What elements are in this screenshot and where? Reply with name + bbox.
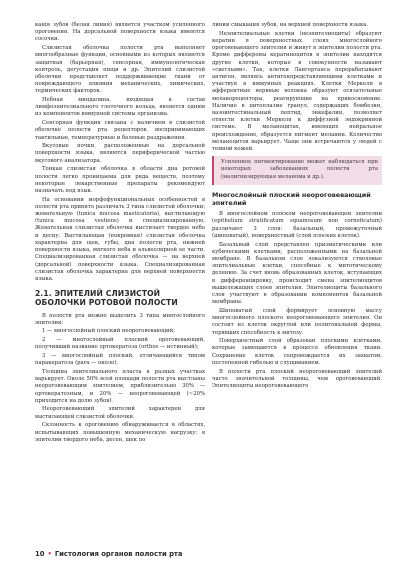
subsection-heading: Многослойный плоский неороговевающий эпителий [212, 191, 371, 208]
paragraph: линии смыкания зубов, на верхней поверхности языка. [212, 22, 369, 28]
paragraph: Поверхностный слой образован плоскими клетками, которые замещаются в процессе обновления ткани. Сохранение клеток сопровождается их захватом, постепенной гибелью и слущиванием. [212, 338, 382, 366]
paragraph: Неороговевающий эпителий характерен для выстилающей слизистой оболочки. [35, 406, 205, 420]
running-title: Гистология органов полости рта [54, 550, 183, 558]
section-heading: 2.1. ЭПИТЕЛИЙ СЛИЗИСТОЙ ОБОЛОЧКИ РОТОВОЙ ПОЛОСТИ [35, 289, 178, 308]
paragraph: Слизистая оболочка полости рта выполняет многообразные функции, основными из которых являются защитная (барьерная), сенсорная, иммунологическая контроль, дегустация пищи и др. Эпителий слизистой оболочки представляет поддерживающие ткани от повреждающего влияния механических, химических, термических факторов. [35, 45, 205, 95]
page-number: 10 [35, 550, 45, 558]
right-column [212, 22, 382, 392]
bullet-separator-icon: • [47, 550, 52, 558]
paragraph: Неэпителиальные клетки (неэпителиоциты) образуют кератин в поверхностных слоях многослойного ороговевающего эпителия и живут в эпителии полости рта. Кроме диффероны кератиноцитов в эпителии находятся другие клетки, которые в совокупности называют «светлыми». Так, клетки Лангерганса перерабатывают антиген, являясь антигенпредставляющими клетками и участвуя в иммунных реакциях. Клетки Меркеля в афферентные нервные волокна образуют осязательные механорецепторы, реагирующие на прикосновение. Наличие в цитоплазме гранул, содержащих бомбезин, вазоинтестинальный пептид, энкефалин, позволяет отнести клетки Меркеля к диффузной эндокринной системе. В меланоцитах, имеющих нейральное происхождение, образуется пигмент меланин. Количество меланоцитов варьирует. Чаще они встречаются у людей с темной кожей. [212, 30, 382, 152]
paragraph: На основании морфофункциональных особенностей в полости рта принято различать 3 типа слизистой оболочки: жевательную (tunica mucosa masticatoria), выстилающую (tunica mucosa vestiens) и специализированную. Жевательная слизистая оболочка выстилает твердое небо и десну. Выстилающая (покровная) слизистая оболочка характерна для щек, губы, дна полости рта, нижней поверхности языка, мягкого неба и альвеолярной ее части. Специализированная слизистая оболочка — на верхней (дорсальной) поверхности языка. Специализированная слизистая оболочка характерна для верхней поверхности языка. [35, 196, 205, 282]
paragraph: В многослойном плоском неороговевающем эпителии (epithelium stratificatum squamosum non corneficatum) различают 3 слоя: базальный, промежуточный (шиповатый), поверхностный (слой плоских клеток). [212, 211, 382, 239]
left-column [35, 22, 205, 445]
page-footer [35, 550, 381, 560]
paragraph: Небная миндалина, входящая в состав лимфоэпителиального глоточного кольца, является одним из компонентов иммунной системы организма. [35, 97, 205, 118]
paragraph: Базальный слой представлен призматическими или кубическими клетками, расположенными на базальной мембране. В базальном слое локализуются стволовые эпителиальные клетки, способные к митотическому делению. За счет вновь образованных клеток, вступающих в дифференцировку, происходит смена эпителиоцитов вышележащих слоев эпителия. Эпителиоциты базального слоя участвуют в образовании компонентов базальной мембраны. [212, 241, 382, 306]
paragraph: Тонкая слизистая оболочка в области дна ротовой полости легко проницаема для ряда веществ, поэтому некоторые лекарственные препараты рекомендуют назначать под язык. [35, 166, 205, 194]
paragraph: Сенсорная функция связана с наличием в слизистой оболочке полости рта рецепторов, воспринимающих тактильные, температурные и болевые раздражения. [35, 120, 205, 141]
paragraph: В полости рта плоский неороговевающий эпителий часто значительной толщины, чем ороговевающий. Эпителиоциты неороговевающего [212, 368, 382, 389]
paragraph: Шиповатый слой формирует основную массу многослойного плоского неороговевающего эпителия. Он состоит из клеток округлой или полигональной формы, терявших способность к митозу. [212, 307, 382, 336]
list-item: 2 — многослойный плоский ороговевающий, получивший название ортокератоза (orthos — истинный); [35, 337, 205, 351]
list-item: 1 — многослойный плоский неороговевающий; [42, 328, 175, 335]
paragraph: Толщина эпителиального пласта в разных участках варьирует. Около 50% всей площади полости рта выстланы неороговевающим эпителием, приблизительно 30% — ортокератозным, и 20% — неороговевающей (~20% приходится на долю зубов). [35, 368, 205, 404]
note-callout [212, 156, 382, 185]
paragraph: Вкусовые почки, расположенные на дорсальной поверхности языка, являются периферической частью вкусового анализатора. [35, 143, 205, 164]
paragraph: канія зубов (белая линия) является участком усиленного ороговения. На дорсальной поверхности языка имеются сосочки. [35, 22, 205, 43]
paragraph: В полости рта можно выделить 3 типа многослойного эпителия: [35, 312, 205, 326]
paragraph: Склонность к ороговению обнаруживается в областях, испытывающих повышенную механическую нагрузку: в эпителии твердого неба, десен, щек по [35, 422, 205, 443]
callout-text: Усиленное пигментирование может наблюдаться при некоторых заболеваниях полости рта (малигнизирующая меланома и др.). [221, 159, 378, 180]
list-item: 3 — многослойный плоский, отличающийся типом паракератоза (para — около). [35, 353, 205, 367]
epithelium-type-list [35, 328, 205, 367]
